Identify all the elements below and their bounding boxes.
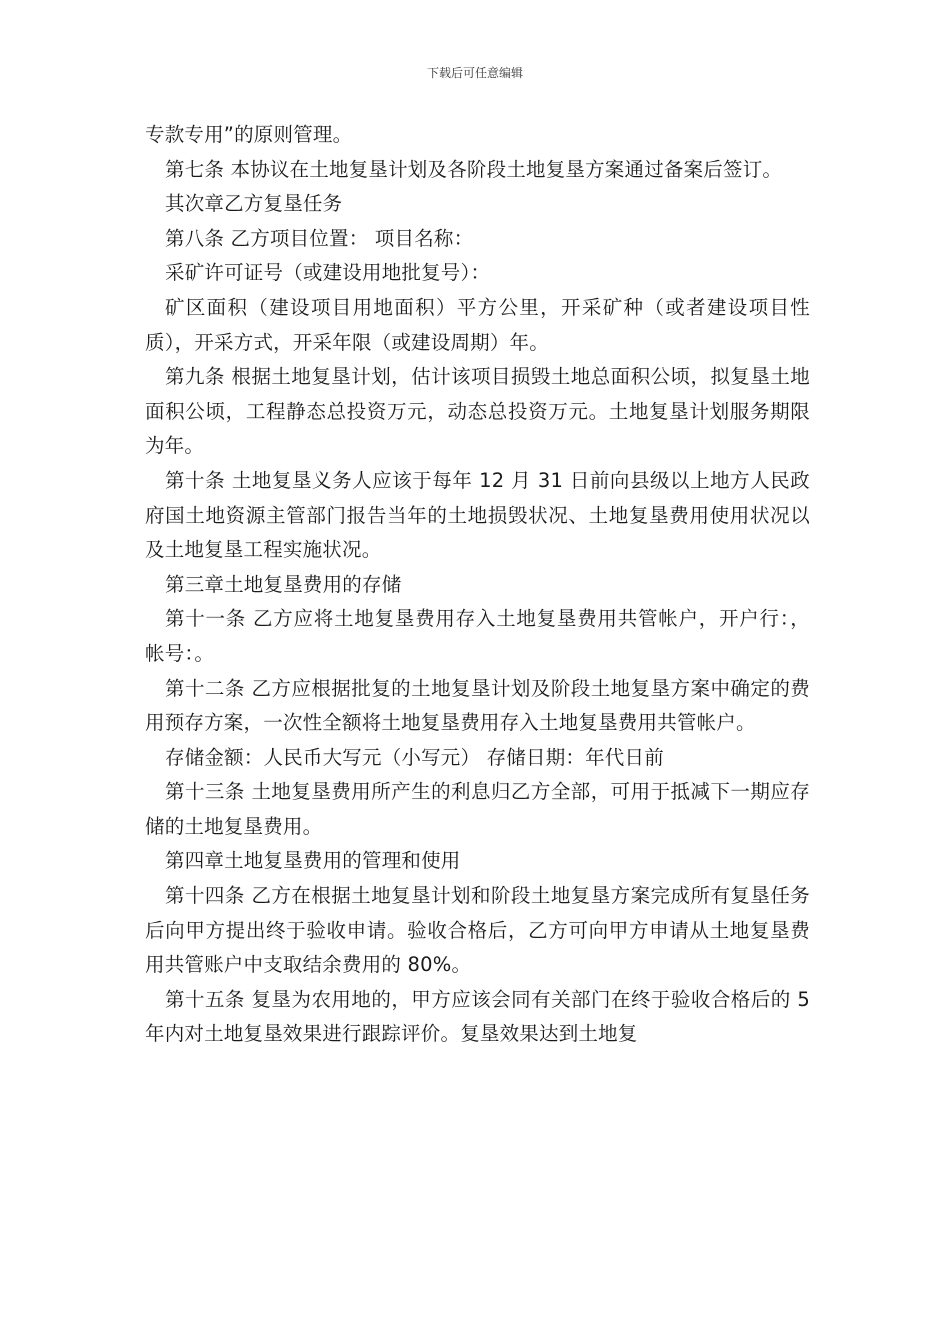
paragraph: 存储金额：人民币大写元（小写元） 存储日期：年代日前 (165, 745, 664, 769)
chapter-4-heading: 第四章土地复垦费用的管理和使用 (165, 849, 461, 873)
article-15: 第十五条 复垦为农用地的，甲方应该会同有关部门在终于验收合格后的 5 年内对土地复垦效果进行跟踪评价。复垦效果达到土地复 (145, 987, 810, 1046)
paragraph: 矿区面积（建设项目用地面积）平方公里，开采矿种（或者建设项目性质），开采方式，开采年限（或建设周期）年。 (145, 295, 810, 354)
document-body (145, 118, 810, 1052)
paragraph: 采矿许可证号（或建设用地批复号）： (165, 261, 491, 285)
article-10: 第十条 土地复垦义务人应该于每年 12 月 31 日前向县级以上地方人民政府国土地资源主管部门报告当年的土地损毁状况、土地复垦费用使用状况以及土地复垦工程实施状况。 (145, 468, 810, 562)
article-14: 第十四条 乙方在根据土地复垦计划和阶段土地复垦方案完成所有复垦任务后向甲方提出终于验收申请。验收合格后，乙方可向甲方申请从土地复垦费用共管账户中支取结余费用的 80%。 (145, 884, 810, 977)
article-12: 第十二条 乙方应根据批复的土地复垦计划及阶段土地复垦方案中确定的费用预存方案，一次性全额将土地复垦费用存入土地复垦费用共管帐户。 (145, 676, 810, 735)
article-9: 第九条 根据土地复垦计划，估计该项目损毁土地总面积公顷，拟复垦土地面积公顷，工程静态总投资万元，动态总投资万元。土地复垦计划服务期限为年。 (145, 365, 810, 458)
paragraph: 专款专用”的原则管理。 (145, 123, 353, 146)
article-13: 第十三条 土地复垦费用所产生的利息归乙方全部，可用于抵减下一期应存储的土地复垦费用。 (145, 780, 810, 838)
page-header: 下载后可任意编辑 (426, 66, 523, 80)
article-11: 第十一条 乙方应将土地复垦费用存入土地复垦费用共管帐户，开户行：，帐号：。 (145, 607, 810, 665)
article-7: 第七条 本协议在土地复垦计划及各阶段土地复垦方案通过备案后签订。 (165, 157, 783, 181)
chapter-3-heading: 第三章土地复垦费用的存储 (165, 572, 402, 596)
chapter-2-heading: 其次章乙方复垦任务 (165, 192, 343, 216)
article-8: 第八条 乙方项目位置： 项目名称： (165, 226, 474, 250)
